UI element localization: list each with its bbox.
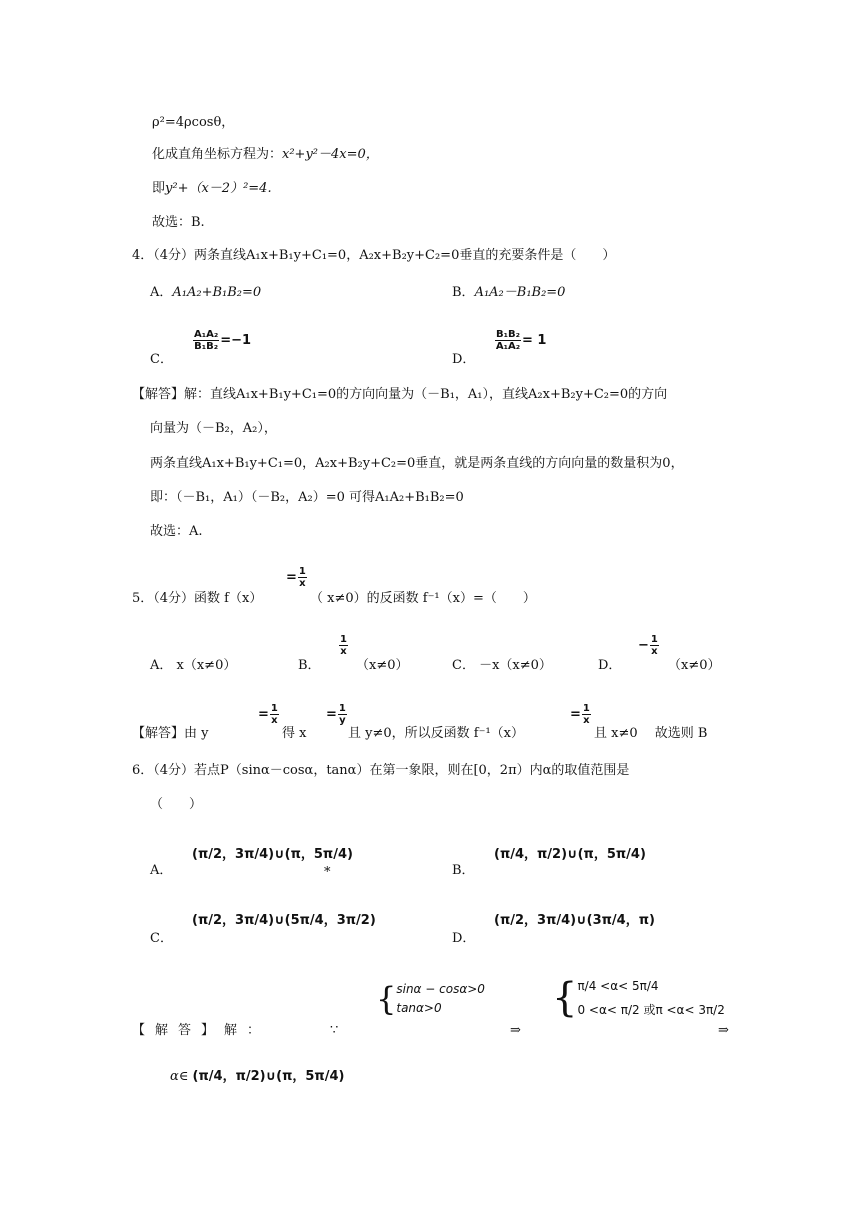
q4-answer: 故选：A. — [150, 524, 203, 539]
q5-option-d-label: D． — [598, 658, 622, 673]
q6-conclusion: α∈ (π/4，π/2)∪(π，5π/4) — [170, 1069, 345, 1084]
q6-stem: 6．（4分）若点P（sinα－cosα，tanα）在第一象限，则在[0，2π）内α的取值范围是 — [132, 763, 630, 778]
q5-answer: 且 x≠0 故选则 B — [594, 726, 708, 741]
q5-solution-start: 【解答】由 y — [132, 726, 209, 741]
q6-option-c-label: C． — [150, 931, 173, 946]
q4-option-c-label: C． — [150, 352, 173, 367]
q5-option-b-condition: （x≠0） — [356, 658, 409, 673]
q6-solution-label: 【解答】解： — [132, 1023, 271, 1038]
q6-option-c[interactable]: (π/2，3π/4)∪(5π/4，3π/2) — [192, 913, 376, 928]
q6-option-a-mark: * — [324, 865, 331, 880]
q4-solution-line-1: 【解答】解：直线A₁x+B₁y+C₁=0的方向向量为（－B₁，A₁），直线A₂x+B₂y+C₂=0的方向 — [132, 387, 668, 402]
q4-option-d-fraction: $\frac{\text{B₁B₂}}{\text{A₁A₂}}$ — [495, 329, 521, 352]
prev-line-equivalent: 即y²+（x－2）²=4. — [152, 181, 272, 196]
q6-system-1: { sinα − cosα>0 tanα>0 — [376, 980, 485, 1018]
prev-answer: 故选：B. — [152, 215, 205, 230]
q6-because-symbol: ∵ — [330, 1023, 339, 1038]
q6-system-2: { π/4 <α< 5π/4 0 <α< π/2 或π <α< 3π/2 — [552, 975, 725, 1021]
q5-solution-frac-2: = $\frac{1}{y}$ — [326, 703, 346, 726]
q5-option-d-fraction: $\frac{1}{x}$ — [650, 634, 658, 657]
q6-implies-1: ⇒ — [510, 1023, 521, 1038]
q5-solution-frac-1: = $\frac{1}{x}$ — [258, 703, 278, 726]
q5-option-d-condition: （x≠0） — [668, 658, 721, 673]
q5-stem-start: 5．（4分）函数 f（x） — [132, 591, 263, 606]
q6-option-a-label: A． — [150, 863, 173, 878]
q6-option-b-label: B． — [452, 863, 475, 878]
q4-option-d[interactable]: $\frac{\text{B₁B₂}}{\text{A₁A₂}}$ = 1 — [495, 329, 547, 352]
q5-fraction-1-over-x: $\frac{1}{x}$ — [298, 566, 306, 589]
q5-solution-frac-3: = $\frac{1}{x}$ — [570, 703, 590, 726]
q5-option-c[interactable]: C． －x（x≠0） — [452, 658, 552, 673]
q6-option-b[interactable]: (π/4，π/2)∪(π，5π/4) — [494, 847, 646, 862]
prev-line-cartesian: 化成直角坐标方程为：x²+y²－4x=0， — [152, 147, 379, 162]
q6-stem-paren: （ ） — [150, 797, 203, 812]
q4-solution-line-4: 即：（－B₁，A₁）（－B₂，A₂）=0 可得A₁A₂+B₁B₂=0 — [150, 490, 464, 505]
q4-option-c-fraction: $\frac{\text{A₁A₂}}{\text{B₁B₂}}$ — [194, 329, 219, 352]
prev-line-polar: ρ²=4ρcosθ， — [152, 115, 235, 130]
q4-option-c[interactable]: $\frac{\text{A₁A₂}}{\text{B₁B₂}}$ =−1 — [194, 329, 252, 352]
q5-solution-inverse: 且 y≠0，所以反函数 f⁻¹（x） — [348, 726, 524, 741]
q4-stem: 4．（4分）两条直线A₁x+B₁y+C₁=0，A₂x+B₂y+C₂=0垂直的充要条件是（ ） — [132, 248, 616, 263]
q4-option-b[interactable]: B．A₁A₂－B₁B₂=0 — [452, 285, 566, 300]
q6-option-a[interactable]: (π/2，3π/4)∪(π，5π/4) — [192, 847, 353, 862]
q5-option-a[interactable]: A． x（x≠0） — [150, 658, 237, 673]
q4-option-a[interactable]: A．A₁A₂+B₁B₂=0 — [150, 285, 262, 300]
q5-option-b[interactable] — [338, 634, 349, 658]
q6-brace-2: { — [552, 975, 578, 1021]
q5-function-def: = $\frac{1}{x}$ — [286, 566, 306, 589]
q6-implies-2: ⇒ — [718, 1023, 729, 1038]
q5-solution-mid: 得 x — [282, 726, 307, 741]
q5-option-d[interactable]: − $\frac{1}{x}$ — [638, 634, 658, 657]
q5-option-b-fraction: $\frac{1}{x}$ — [340, 634, 347, 657]
q5-stem-end: （ x≠0）的反函数 f⁻¹（x）=（ ） — [310, 591, 536, 606]
q4-solution-line-2: 向量为（－B₂，A₂）， — [150, 421, 277, 436]
q6-option-d-label: D． — [452, 931, 476, 946]
q4-option-d-label: D． — [452, 352, 476, 367]
q6-option-d[interactable]: (π/2，3π/4)∪(3π/4，π) — [494, 913, 655, 928]
q4-solution-line-3: 两条直线A₁x+B₁y+C₁=0，A₂x+B₂y+C₂=0垂直，就是两条直线的方向向量的数量积为0， — [150, 456, 684, 471]
q6-brace-1: { — [376, 980, 397, 1018]
q5-option-b-label: B． — [298, 658, 321, 673]
